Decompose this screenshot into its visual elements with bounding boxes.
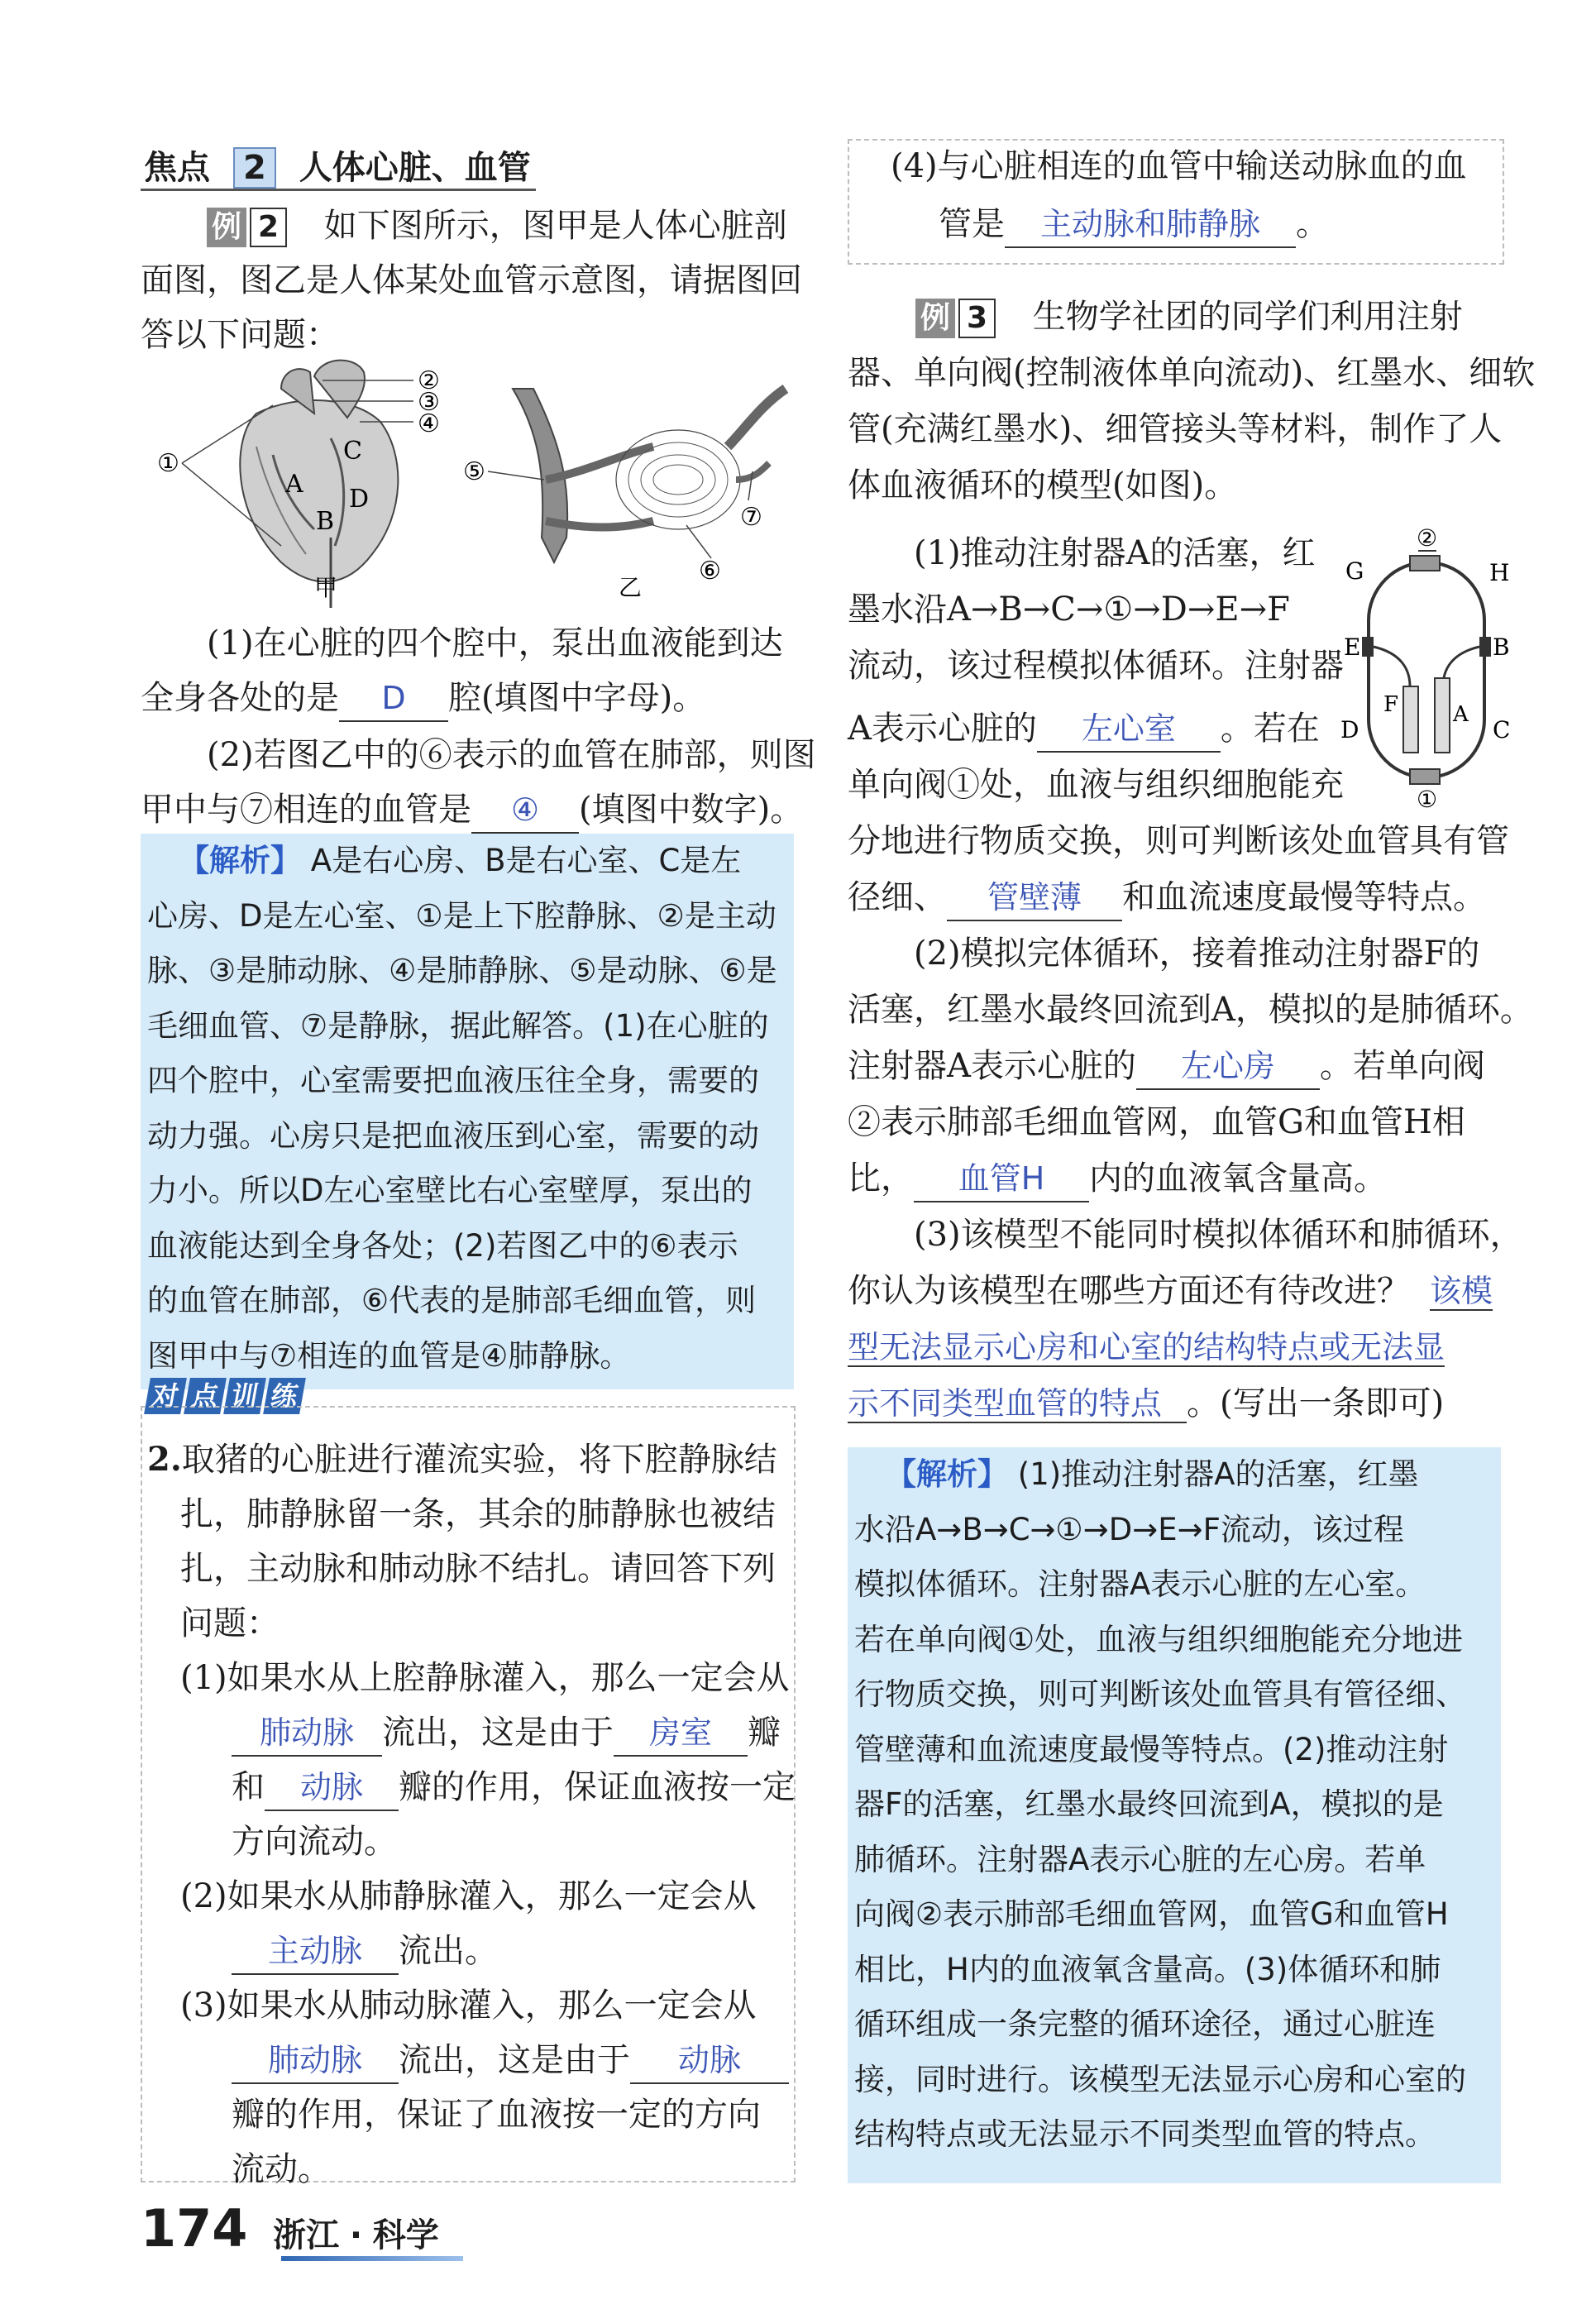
page-number: 174 — [141, 2198, 248, 2259]
heart-vessel-figure — [157, 356, 786, 612]
answer-practice-q1-2: 房室 — [614, 1710, 748, 1757]
ex3-q2-line-5: 比， 血管H 内的血液氧含量高。 — [848, 1151, 1387, 1206]
svg-text:E: E — [1344, 633, 1361, 661]
svg-text:①: ① — [1417, 786, 1438, 813]
analysis-box-ex2: 【解析】 A是右心房、B是右心室、C是左 心房、D是左心室、①是上下腔静脉、②是主动 脉、③是肺动脉、④是肺静脉、⑤是动脉、⑥是 毛细血管、⑦是静脉，据此解答。(1)在心脏的 四个腔中，心室需要把血液压往全身，需要的 动力强。心房只是把血液压到心室，需要的动 力小。所以D左心室壁比右心室壁厚，泵出的 血液能达到全身各处；(2)若图乙中的⑥表示 的血管在肺部，⑥代表的是肺部毛细血管，则 图甲中与⑦相连的血管是④肺静脉。 — [141, 834, 794, 1389]
vessel-diagram — [513, 389, 786, 562]
practice-q4-line-2: 管是 主动脉和肺静脉 。 — [939, 197, 1329, 251]
answer-practice-q3-1: 肺动脉 — [232, 2038, 399, 2084]
heart-label-c: C — [343, 437, 362, 466]
answer-practice-q1-3: 动脉 — [265, 1765, 399, 1811]
circulation-model-figure — [1340, 524, 1511, 813]
answer-practice-q2: 主动脉 — [232, 1929, 399, 1975]
practice-q1-line-1: (1)如果水从上腔静脉灌入，那么一定会从 — [180, 1659, 790, 1697]
caption-jia: 甲 — [314, 574, 338, 601]
example2-line-1: 例 2 如下图所示，图甲是人体心脏剖 — [207, 198, 787, 253]
heart-diagram — [240, 361, 398, 608]
answer-ex3-q3-part-2: 型无法显示心房和心室的结构特点或无法显 — [848, 1329, 1445, 1365]
heart-label-b: B — [316, 507, 335, 536]
ex3-q1-line-4: A表示心脏的 左心室 。若在 — [848, 701, 1320, 756]
vessel-mark-5: ⑤ — [463, 457, 485, 486]
analysis-box-ex3: 【解析】 (1)推动注射器A的活塞，红墨 水沿A→B→C→①→D→E→F流动，该过程 模拟体循环。注射器A表示心脏的左心室。 若在单向阀①处，血液与组织细胞能充分地进 行物质交换，则可判断该处血管具有管径细、 管壁薄和血流速度最慢等特点。(2)推动注射 器F的活塞，红墨水最终回流到A，模拟的是 肺循环。注射器A表示心脏的左心房。若单 向阀②表示肺部毛细血管网，血管G和血管H 相比，H内的血液氧含量高。(3)体循环和肺 循环组成一条完整的循环途径，通过心脏连 接，同时进行。该模型无法显示心房和心室的 结构特点或无法显示不同类型血管的特点。 — [848, 1447, 1501, 2183]
heart-mark-3: ③ — [418, 388, 440, 417]
example2-line-2: 面图，图乙是人体某处血管示意图，请据图回 — [141, 261, 802, 299]
ex2-q1-line-1: (1)在心脏的四个腔中，泵出血液能到达 — [207, 624, 783, 662]
section-header — [144, 141, 531, 195]
answer-ex3-q1-2: 管壁薄 — [947, 875, 1122, 921]
answer-practice-q1-1: 肺动脉 — [232, 1710, 382, 1757]
example-tag: 例 — [207, 208, 246, 247]
heart-mark-2: ② — [418, 366, 440, 395]
ex3-q3-line-2: 你认为该模型在哪些方面还有待改进？ 该模 — [848, 1272, 1493, 1310]
ex3-q3-line-4: 示不同类型血管的特点 。(写出一条即可) — [848, 1384, 1445, 1422]
valve-2-icon — [1410, 556, 1440, 571]
svg-text:G: G — [1345, 557, 1364, 585]
practice-q1-line-3: 和 动脉 瓣的作用，保证血液按一定 — [232, 1760, 796, 1814]
syringe-a-icon — [1435, 678, 1450, 753]
section-label: 焦点 — [144, 149, 210, 187]
example-tag: 例 — [915, 299, 955, 338]
answer-ex3-q2-2: 血管H — [914, 1156, 1089, 1202]
connector-b-icon — [1479, 637, 1491, 657]
practice-q2-line-1: (2)如果水从肺静脉灌入，那么一定会从 — [180, 1877, 757, 1915]
example-number: 3 — [958, 299, 996, 338]
heart-mark-4: ④ — [418, 409, 440, 438]
svg-text:A: A — [1453, 702, 1469, 727]
ex3-q1-line-7: 径细、 管壁薄 和血流速度最慢等特点。 — [848, 870, 1486, 925]
answer-ex2-q1: D — [339, 676, 448, 722]
valve-1-icon — [1410, 769, 1440, 784]
practice-q3-line-1: (3)如果水从肺动脉灌入，那么一定会从 — [180, 1987, 757, 2025]
heart-label-d: D — [349, 485, 370, 514]
answer-ex2-q2: ④ — [471, 787, 579, 834]
answer-ex3-q3-part-1: 该模 — [1430, 1273, 1493, 1309]
svg-text:F: F — [1383, 692, 1399, 717]
ex2-q1-line-2: 全身各处的是 D 腔(填图中字母)。 — [141, 671, 705, 725]
section-number: 2 — [233, 147, 276, 189]
footer-underline — [281, 2256, 463, 2261]
ex2-q2-line-2: 甲中与⑦相连的血管是 ④ (填图中数字)。 — [141, 782, 803, 837]
answer-practice-q4: 主动脉和肺静脉 — [1005, 202, 1296, 248]
answer-ex3-q2-1: 左心房 — [1136, 1044, 1320, 1090]
practice-number: 2. — [147, 1440, 182, 1479]
ex2-q2-line-1: (2)若图乙中的⑥表示的血管在肺部，则图 — [207, 736, 816, 774]
footer-subject: 科学 — [372, 2216, 439, 2254]
heart-mark-1: ① — [157, 449, 179, 478]
section-underline — [141, 189, 536, 191]
example-number: 2 — [250, 208, 287, 247]
section-title: 人体心脏、血管 — [299, 149, 531, 187]
answer-ex3-q1-1: 左心室 — [1037, 706, 1221, 753]
footer-region: 浙江 — [273, 2216, 340, 2254]
svg-text:②: ② — [1417, 524, 1438, 552]
example3-line-1: 例 3 生物学社团的同学们利用注射 — [915, 289, 1463, 344]
answer-ex3-q3-part-3: 示不同类型血管的特点 — [848, 1385, 1187, 1423]
practice-q2-line-2: 主动脉 流出。 — [232, 1924, 498, 1978]
practice-q1-line-2: 肺动脉 流出，这是由于 房室 瓣 — [232, 1705, 781, 1760]
heart-label-a: A — [285, 470, 303, 499]
svg-text:B: B — [1493, 633, 1510, 661]
vessel-mark-7: ⑦ — [740, 503, 762, 532]
svg-text:H: H — [1489, 559, 1510, 586]
vessel-mark-6: ⑥ — [699, 557, 721, 586]
answer-practice-q3-2: 动脉 — [630, 2038, 789, 2084]
example2-line-3: 答以下问题： — [141, 316, 339, 354]
connector-e-icon — [1362, 637, 1374, 657]
caption-yi: 乙 — [619, 574, 643, 601]
footer-dot: · — [349, 2216, 363, 2254]
svg-text:C: C — [1493, 716, 1511, 743]
ex3-q3-line-3 — [848, 1320, 1445, 1375]
practice-q3-line-2: 肺动脉 流出，这是由于 动脉 — [232, 2033, 789, 2087]
syringe-f-icon — [1403, 686, 1418, 753]
svg-text:D: D — [1340, 716, 1359, 743]
analysis-tag: 【解析】 — [886, 1456, 1008, 1492]
analysis-tag: 【解析】 — [179, 843, 301, 878]
practice-line-1: 2.取猪的心脏进行灌流实验，将下腔静脉结 — [147, 1440, 777, 1479]
ex3-q2-line-3: 注射器A表示心脏的 左心房 。若单向阀 — [848, 1039, 1485, 1093]
practice-q4-line-1: (4)与心脏相连的血管中输送动脉血的血 — [891, 147, 1467, 185]
practice-badge: 对 点 训 练 — [147, 1378, 303, 1414]
